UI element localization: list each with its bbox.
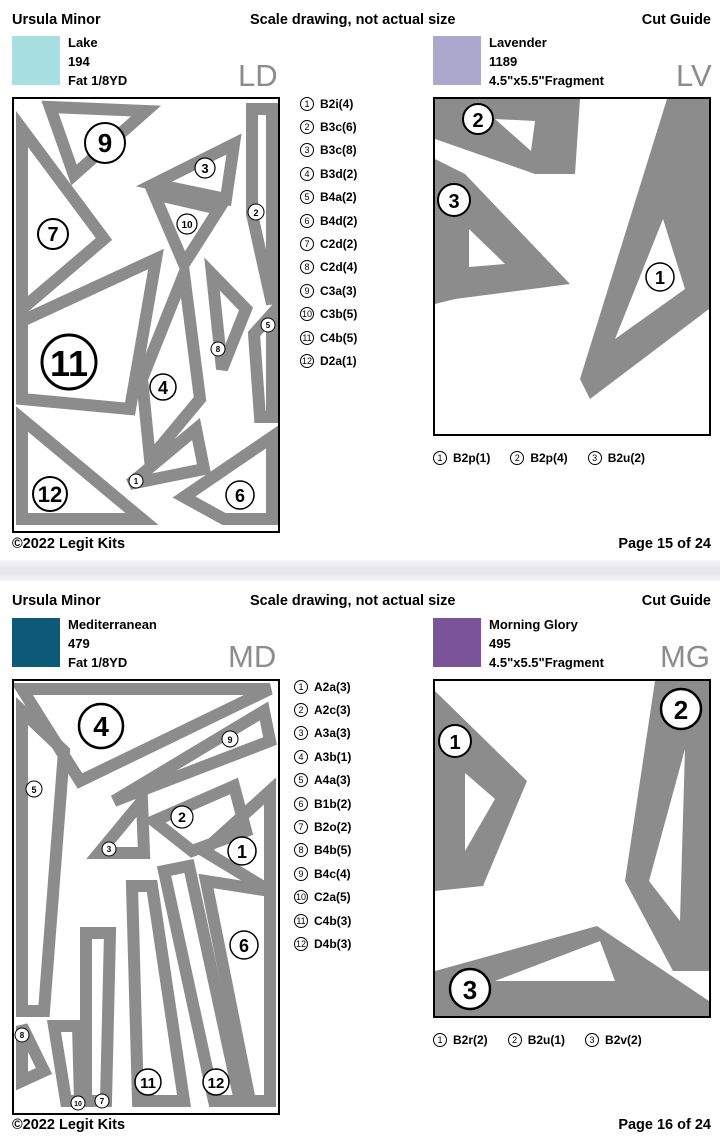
- legend-item: 9 C3a(3): [300, 279, 357, 302]
- ld-piece-labels: [12, 97, 280, 533]
- fabric-name: Morning Glory: [489, 617, 578, 632]
- svg-text:3: 3: [201, 161, 209, 176]
- fabric-size: 4.5"x5.5"Fragment: [489, 655, 604, 670]
- svg-text:6: 6: [238, 936, 250, 956]
- fabric-name: Mediterranean: [68, 617, 157, 632]
- fabric-code: LD: [238, 58, 278, 93]
- svg-text:10: 10: [74, 1101, 82, 1108]
- fabric-size: Fat 1/8YD: [68, 73, 128, 88]
- cut-guide-page-15: [0, 0, 720, 560]
- fabric-info-lavender: [489, 33, 604, 90]
- fabric-code: LV: [676, 58, 712, 93]
- legend-item: 4 B3d(2): [300, 162, 357, 185]
- fabric-number: 1189: [489, 54, 518, 69]
- copyright: ©2022 Legit Kits: [12, 536, 126, 552]
- legend-item: 11 C4b(3): [294, 909, 351, 932]
- legend-item: 7 B2o(2): [294, 815, 351, 838]
- legend-item: 6 B1b(2): [294, 792, 351, 815]
- md-piece-labels: [12, 679, 280, 1115]
- svg-text:3: 3: [462, 975, 478, 1005]
- svg-text:8: 8: [215, 345, 221, 354]
- svg-text:12: 12: [207, 1075, 225, 1092]
- legend-item: 8 C2d(4): [300, 256, 357, 279]
- svg-text:3: 3: [106, 845, 112, 854]
- svg-text:3: 3: [448, 191, 460, 213]
- legend-item: 12 D4b(3): [295, 936, 352, 951]
- piece-legend-md: [294, 675, 351, 956]
- svg-text:2: 2: [253, 208, 259, 218]
- mg-piece-labels: [433, 679, 711, 1018]
- fabric-size: Fat 1/8YD: [68, 655, 128, 670]
- legend-item: 3 B3c(8): [300, 139, 357, 162]
- page-divider: [0, 560, 720, 582]
- legend-item: 1 B2r(2): [433, 1033, 488, 1047]
- svg-text:1: 1: [236, 842, 248, 862]
- svg-text:4: 4: [157, 378, 169, 398]
- legend-item: 2 B2u(1): [508, 1033, 565, 1047]
- page-number: Page 16 of 24: [618, 1117, 711, 1133]
- svg-text:9: 9: [97, 128, 113, 158]
- fabric-size: 4.5"x5.5"Fragment: [489, 73, 604, 88]
- pattern-title: Ursula Minor: [12, 12, 101, 28]
- piece-legend-ld: [300, 92, 357, 373]
- legend-item: 10 C2a(5): [295, 890, 351, 905]
- scale-note: Scale drawing, not actual size: [250, 593, 456, 609]
- fabric-swatch-morning-glory: [433, 618, 481, 667]
- legend-item: 4 A3b(1): [294, 745, 351, 768]
- legend-item: 9 B4c(4): [294, 862, 351, 885]
- piece-legend-mg: [433, 1033, 642, 1047]
- guide-label: Cut Guide: [641, 12, 711, 28]
- svg-text:8: 8: [19, 1031, 25, 1040]
- copyright: ©2022 Legit Kits: [12, 1117, 126, 1133]
- svg-text:5: 5: [31, 785, 37, 795]
- fabric-info-mediterranean: [68, 615, 157, 672]
- fabric-info-lake: [68, 33, 127, 90]
- fabric-number: 479: [68, 636, 90, 651]
- legend-item: 10 C3b(5): [301, 307, 358, 322]
- svg-text:4: 4: [93, 711, 109, 742]
- scale-note: Scale drawing, not actual size: [250, 12, 456, 28]
- svg-text:1: 1: [133, 477, 139, 486]
- legend-item: 11 C4b(5): [300, 326, 357, 349]
- legend-item: 2 B3c(6): [300, 115, 357, 138]
- legend-item: 3 A3a(3): [294, 722, 351, 745]
- fabric-name: Lavender: [489, 35, 547, 50]
- svg-text:7: 7: [47, 224, 59, 246]
- legend-item: 5 A4a(3): [294, 769, 351, 792]
- svg-text:2: 2: [472, 110, 484, 132]
- fabric-name: Lake: [68, 35, 98, 50]
- lv-piece-labels: [433, 97, 711, 436]
- legend-item: 1 B2i(4): [300, 92, 357, 115]
- svg-text:11: 11: [140, 1075, 156, 1092]
- fabric-swatch-lavender: [433, 36, 481, 85]
- svg-text:9: 9: [227, 735, 233, 745]
- legend-item: 1 A2a(3): [294, 675, 351, 698]
- fabric-info-morning-glory: [489, 615, 604, 672]
- svg-text:10: 10: [181, 220, 193, 231]
- svg-text:1: 1: [654, 268, 666, 288]
- legend-item: 1 B2p(1): [433, 451, 490, 465]
- fabric-number: 194: [68, 54, 90, 69]
- piece-legend-lv: [433, 451, 645, 465]
- legend-item: 12 D2a(1): [301, 353, 357, 368]
- pattern-title: Ursula Minor: [12, 593, 101, 609]
- guide-label: Cut Guide: [641, 593, 711, 609]
- svg-text:7: 7: [99, 1097, 105, 1106]
- svg-text:1: 1: [449, 732, 461, 754]
- legend-item: 2 B2p(4): [510, 451, 567, 465]
- legend-item: 2 A2c(3): [294, 698, 351, 721]
- fabric-code: MG: [660, 639, 710, 674]
- fabric-number: 495: [489, 636, 511, 651]
- legend-item: 6 B4d(2): [300, 209, 357, 232]
- svg-text:2: 2: [178, 809, 186, 825]
- svg-text:2: 2: [673, 695, 689, 725]
- page-number: Page 15 of 24: [618, 536, 711, 552]
- svg-text:11: 11: [49, 343, 89, 384]
- legend-item: 8 B4b(5): [294, 839, 351, 862]
- legend-item: 7 C2d(2): [300, 232, 357, 255]
- fabric-swatch-mediterranean: [12, 618, 60, 667]
- svg-text:12: 12: [37, 482, 63, 507]
- legend-item: 5 B4a(2): [300, 186, 357, 209]
- fabric-code: MD: [228, 639, 277, 674]
- legend-item: 3 B2u(2): [588, 451, 645, 465]
- fabric-swatch-lake: [12, 36, 60, 85]
- cut-guide-page-16: [0, 581, 720, 1141]
- svg-text:6: 6: [234, 486, 246, 506]
- svg-text:5: 5: [265, 321, 271, 330]
- legend-item: 3 B2v(2): [585, 1033, 642, 1047]
